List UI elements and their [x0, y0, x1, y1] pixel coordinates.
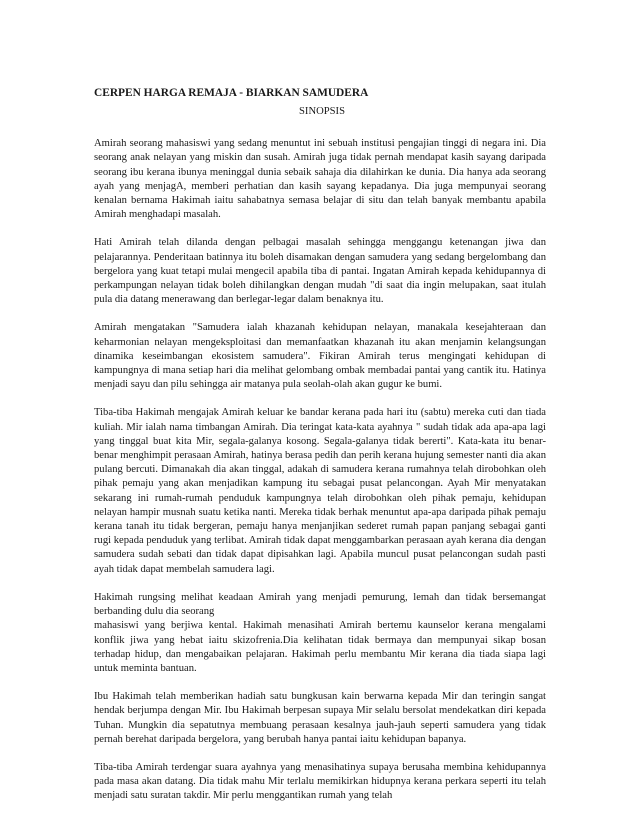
document-page — [94, 86, 546, 818]
paragraph-5: Hakimah rungsing melihat keadaan Amirah yang menjadi pemurung, lemah dan tidak bersemangat berbanding dulu dia seorang mahasiswi yang berjiwa kental. Hakimah menasihati Amirah bertemu kaunselor kerana mengalami konflik jiwa yang hebat iaitu skizofrenia.Dia kelihatan tidak bermaya dan mempunyai sikap bosan terhadap hidup, dan mengabaikan pelajaran. Hakimah perlu membantu Mir kerana dia tiada siapa lagi untuk meminta bantuan. — [94, 591, 546, 674]
paragraph-4: Tiba-tiba Hakimah mengajak Amirah keluar ke bandar kerana pada hari itu (sabtu) mereka cuti dan tiada kuliah. Mir ialah nama timbangan Amirah. Dia teringat kata-kata ayahnya " sudah tidak ada apa-apa lagi yang tinggal buat kita Mir, segala-galanya kosong. Segala-galanya tidak bererti". Kata-kata itu benar-benar menghimpit perasaan Amirah, hatinya berasa pedih dan perih kerana hujung semester nanti dia akan pulang bercuti. Dimanakah dia akan tinggal, adakah di samudera kerana rumahnya telah dirobohkan oleh pihak pemaju yang akan menjadikan kampung itu sebagai pusat pelancongan. Ayah Mir menyatakan sekarang ini rumah-rumah penduduk kampungnya telah dirobohkan oleh pihak pemaju, kehidupan nelayan hampir musnah suatu ketika nanti. Mereka tidak berhak menuntut apa-apa daripada pihak pemaju kerana tanah itu tidak bergeran, pemaju hanya menjanjikan sederet rumah papan panjang sebagai ganti rugi kepada penduduk yang terlibat. Amirah tidak dapat menggambarkan perasaan ayah kerana dia dengan samudera sudah sebati dan tidak dapat dipisahkan lagi. Apabila muncul pusat pelancongan sudah pasti ayah tidak dapat membelah samudera lagi. — [94, 407, 546, 575]
paragraph-1: Amirah seorang mahasiswi yang sedang menuntut ini sebuah institusi pengajian tinggi di negara ini. Dia seorang anak nelayan yang miskin dan susah. Amirah juga tidak pernah mendapat kasih sayang daripada seorang ibu kerana ibunya meninggal dunia sebaik sahaja dia dilahirkan ke dunia. Dia hanya ada seorang ayah yang menjagA, memberi perhatian dan kasih sayang kepadanya. Dia juga mempunyai seorang kenalan bernama Hakimah iaitu sahabatnya semasa belajar di situ dan telah banyak membantu apabila Amirah menghadapi masalah. — [94, 138, 546, 221]
document-subtitle: SINOPSIS — [299, 106, 345, 117]
paragraph-6: Ibu Hakimah telah memberikan hadiah satu bungkusan kain berwarna kepada Mir dan teringin sangat hendak berjumpa dengan Mir. Ibu Hakimah berpesan supaya Mir selalu bersolat mendekatkan diri kepada Tuhan. Mungkin dia sepatutnya membuang perasaan kesalnya jauh-jauh seperti samudera yang tidak pernah berehat daripada bergelora, yang berubah hanya pantai iaitu kehidupan bapanya. — [94, 691, 546, 745]
paragraph-2: Hati Amirah telah dilanda dengan pelbagai masalah sehingga menggangu ketenangan jiwa dan pelajarannya. Penderitaan batinnya itu boleh disamakan dengan samudera yang sedang bergelombang dan bergelora yang kuat tetapi mulai mengecil apabila tiba di pantai. Ingatan Amirah kepada kehidupannya di perkampungan nelayan tidak boleh dihilangkan dengan mudah "di saat dia ingin melupakan, saat itulah pula dia datang menerawang dan berlegar-legar dalam benaknya itu. — [94, 237, 546, 306]
paragraph-3: Amirah mengatakan "Samudera ialah khazanah kehidupan nelayan, manakala kesejahteraan dan keharmonian nelayan mengeksploitasi dan memanfaatkan khazanah itu akan menjamin kelangsungan dinamika keseimbangan ekosistem samudera". Fikiran Amirah terus mengingati kehidupan di kampungnya di mana setiap hari dia melihat gelombang ombak membadai pantai yang cantik itu. Hatinya menjadi sayu dan pilu sehingga air matanya pula seolah-olah akan gugur ke bumi. — [94, 322, 546, 391]
document-title: CERPEN HARGA REMAJA - BIARKAN SAMUDERA — [94, 87, 369, 99]
paragraph-7: Tiba-tiba Amirah terdengar suara ayahnya yang menasihatinya supaya berusaha membina kehidupannya pada masa akan datang. Dia tidak mahu Mir terlalu memikirkan hidupnya kerana perkara seperti itu telah menjadi satu suratan takdir. Mir perlu menggantikan rumah yang telah — [94, 761, 546, 802]
